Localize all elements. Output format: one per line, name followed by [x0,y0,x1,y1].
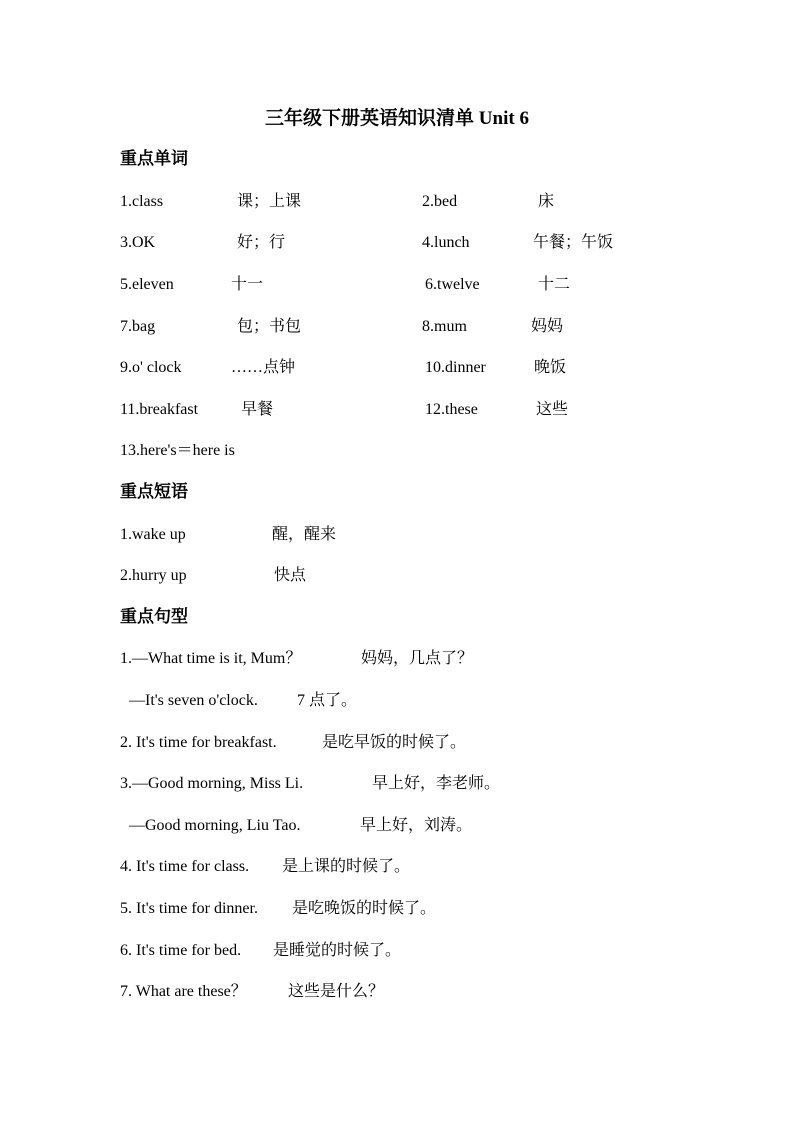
sentence-chinese: 7 点了。 [297,692,358,709]
word-meaning: 早餐 [241,401,274,418]
sentence-english: 5. It's time for dinner. [120,900,258,917]
sentence-chinese: 妈妈，几点了？ [361,650,474,667]
phrase-meaning: 醒，醒来 [272,526,337,543]
word-term: 10.dinner [425,359,486,376]
sentence-english: 3.—Good morning, Miss Li. [120,775,304,792]
sentence-english: 4. It's time for class. [120,858,250,875]
word-term: 13.here's＝here is [120,442,235,459]
word-term: 8.mum [422,318,467,335]
sentence-english: 1.—What time is it, Mum？ [120,650,302,667]
word-meaning: 十二 [538,276,571,293]
sentence-english: —It's seven o'clock. [129,692,258,709]
word-meaning: 床 [538,193,555,210]
word-term: 7.bag [120,318,156,335]
word-term: 1.class [120,193,164,210]
sentences-heading: 重点句型 [120,607,188,626]
word-term: 3.OK [120,234,156,251]
word-meaning: 这些 [536,401,569,418]
sentence-chinese: 这些是什么？ [288,983,385,1000]
word-meaning: ……点钟 [231,359,296,376]
sentence-english: —Good morning, Liu Tao. [129,817,301,834]
phrase-term: 2.hurry up [120,567,187,584]
word-term: 6.twelve [425,276,480,293]
sentence-english: 2. It's time for breakfast. [120,734,277,751]
sentence-english: 7. What are these？ [120,983,247,1000]
sentence-english: 6. It's time for bed. [120,942,242,959]
phrases-heading: 重点短语 [120,482,188,501]
word-term: 4.lunch [422,234,470,251]
sentence-chinese: 是睡觉的时候了。 [273,942,402,959]
word-term: 9.o' clock [120,359,182,376]
word-meaning: 课；上课 [237,193,302,210]
sentence-chinese: 是上课的时候了。 [282,858,411,875]
phrase-meaning: 快点 [274,567,307,584]
word-term: 5.eleven [120,276,174,293]
sentence-chinese: 早上好，李老师。 [372,775,501,792]
words-heading: 重点单词 [120,149,188,168]
word-term: 12.these [425,401,478,418]
word-meaning: 包；书包 [237,318,302,335]
word-meaning: 午餐；午饭 [533,234,614,251]
phrase-term: 1.wake up [120,526,186,543]
word-meaning: 晚饭 [534,359,567,376]
sentence-chinese: 是吃早饭的时候了。 [322,734,467,751]
sentence-chinese: 是吃晚饭的时候了。 [292,900,437,917]
word-term: 11.breakfast [120,401,199,418]
word-meaning: 妈妈 [531,318,564,335]
page-title: 三年级下册英语知识清单 Unit 6 [265,108,529,129]
word-meaning: 好；行 [237,234,286,251]
word-term: 2.bed [422,193,458,210]
sentence-chinese: 早上好，刘涛。 [360,817,473,834]
word-meaning: 十一 [231,276,264,293]
